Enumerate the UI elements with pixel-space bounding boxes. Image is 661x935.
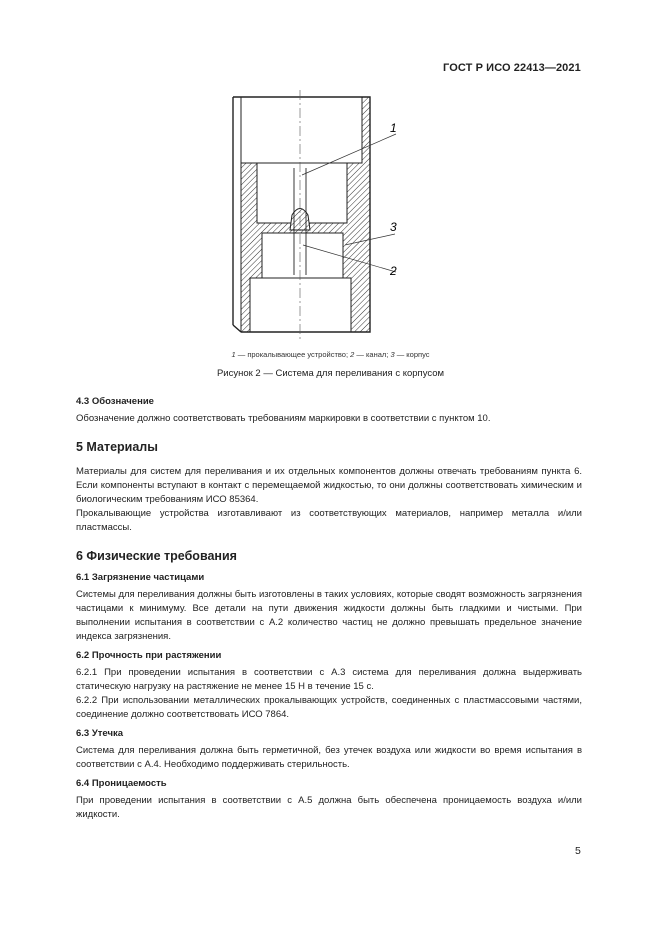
heading-6-2: 6.2 Прочность при растяжении — [76, 650, 222, 661]
paragraph-6-4: При проведении испытания в соответствии с А.5 должна быть обеспечена проницаемость воздуха и/или жидкости. — [76, 795, 582, 820]
heading-6-1: 6.1 Загрязнение частицами — [76, 572, 205, 583]
legend-text-3: — корпус — [394, 350, 430, 359]
heading-section-6: 6 Физические требования — [76, 549, 237, 563]
legend-num-2: 2 — [350, 350, 355, 359]
paragraph-6-2-2: 6.2.2 При использовании металлических прокалывающих устройств, соединенных с пластмассовыми частями, соединение должно соответствовать ИСО 7864. — [76, 695, 582, 720]
legend-text-1: — прокалывающее устройство; — [235, 350, 351, 359]
paragraph-5-2: Прокалывающие устройства изготавливают из соответствующих материалов, например металла и/или пластмассы. — [76, 508, 582, 533]
figure-transfer-system-diagram — [200, 90, 430, 345]
figure-caption: Рисунок 2 — Система для переливания с корпусом — [216, 368, 445, 379]
heading-section-5: 5 Материалы — [76, 440, 158, 454]
standard-header: ГОСТ Р ИСО 22413—2021 — [443, 62, 581, 74]
callout-1: 1 — [390, 121, 397, 135]
legend-num-3: 3 — [390, 350, 395, 359]
figure-legend — [0, 350, 661, 359]
legend-num-1: 1 — [231, 350, 236, 359]
heading-4-3: 4.3 Обозначение — [76, 396, 154, 407]
document-body — [76, 396, 582, 822]
legend-text-2: — канал; — [354, 350, 391, 359]
paragraph-6-2-1: 6.2.1 При проведении испытания в соответствии с А.3 система для переливания должна выдерживать статическую нагрузку на растяжение не менее 15 Н в течение 15 с. — [76, 667, 582, 692]
paragraph-6-3: Система для переливания должна быть герметичной, без утечек воздуха или жидкости во время испытания в соответствии с А.4. Необходимо поддерживать стерильность. — [76, 745, 582, 770]
callout-2: 2 — [390, 264, 397, 278]
paragraph-6-1: Системы для переливания должны быть изготовлены в таких условиях, которые сводят возможность загрязнения частицами к минимуму. Все детали на пути движения жидкости должны быть гладкими и чистыми. При выполнении испытания в соответствии с А.2 количество частиц не должно превышать предельное значение индекса загрязнения. — [76, 589, 582, 642]
paragraph-4-3: Обозначение должно соответствовать требованиям маркировки в соответствии с пунктом 10. — [76, 413, 491, 424]
paragraph-5-1: Материалы для систем для переливания и их отдельных компонентов должны отвечать требованиям пункта 6. Если компоненты вступают в контакт с перемещаемой жидкостью, то они должны соответствовать химическим и биологическим требованиям ИСО 85364. — [76, 466, 582, 505]
heading-6-4: 6.4 Проницаемость — [76, 778, 167, 789]
heading-6-3: 6.3 Утечка — [76, 728, 124, 739]
callout-3: 3 — [390, 220, 397, 234]
page-number: 5 — [575, 845, 581, 857]
